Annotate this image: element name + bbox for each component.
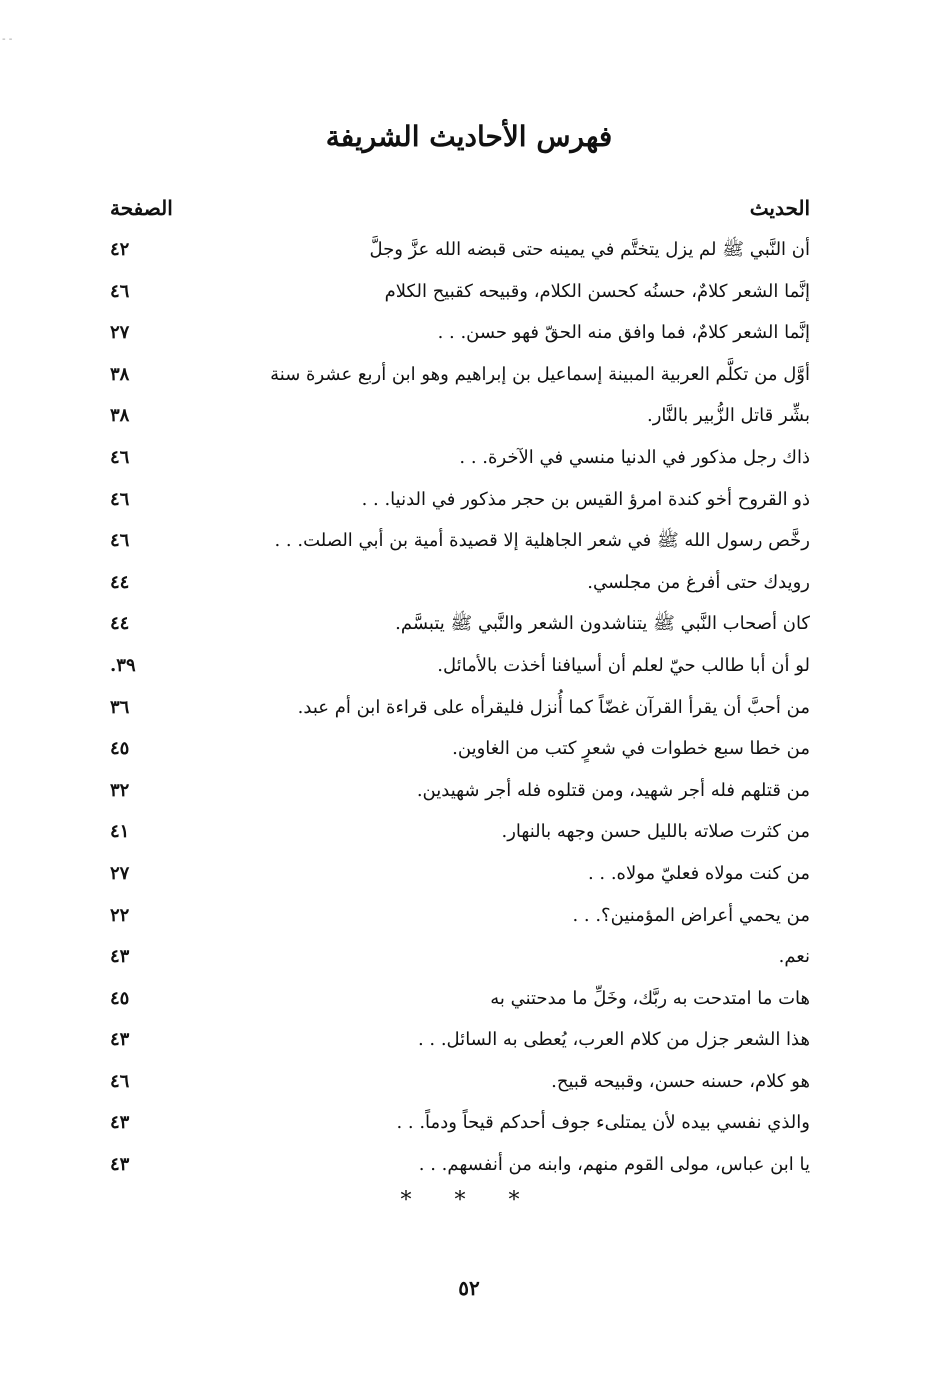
index-row bbox=[110, 690, 810, 732]
page-reference: ٣٨ bbox=[110, 405, 130, 427]
column-header-page: الصفحة bbox=[110, 196, 173, 220]
page-reference: ٤٦ bbox=[110, 280, 130, 302]
page-title: فهرس الأحاديث الشريفة bbox=[325, 120, 613, 153]
index-row bbox=[110, 232, 810, 274]
page-reference: ٤٤ bbox=[110, 613, 130, 635]
hadith-text: ذاك رجل مذكور في الدنيا منسي في الآخرة. . . bbox=[459, 446, 810, 468]
hadith-text: من قتلهم فله أجر شهيد، ومن قتلوه فله أجر شهيدين. bbox=[416, 779, 810, 801]
index-row bbox=[110, 357, 810, 399]
page-reference: ٤٤ bbox=[110, 571, 130, 593]
hadith-text: لو أن أبا طالب حيّ لعلم أن أسيافنا أخذت بالأمائل. bbox=[437, 654, 810, 676]
scan-artifact: - - bbox=[2, 34, 13, 45]
hadith-text: من كثرت صلاته بالليل حسن وجهه بالنهار. bbox=[501, 821, 810, 843]
hadith-text: بشِّر قاتل الزُّبير بالنَّار. bbox=[647, 405, 810, 427]
index-row bbox=[110, 1147, 810, 1189]
index-row bbox=[110, 856, 810, 898]
hadith-text: من خطا سبع خطوات في شعرٍ كتب من الغاوين. bbox=[452, 738, 810, 760]
page-reference: ٢٢ bbox=[110, 904, 130, 926]
page-reference: ٢٧ bbox=[110, 862, 130, 884]
index-row bbox=[110, 482, 810, 524]
hadith-index-list bbox=[110, 232, 810, 1189]
page-reference: ٤٥ bbox=[110, 738, 130, 760]
page-reference: ٤٦ bbox=[110, 446, 130, 468]
index-row bbox=[110, 898, 810, 940]
index-row bbox=[110, 981, 810, 1023]
index-row bbox=[110, 1064, 810, 1106]
index-row bbox=[110, 814, 810, 856]
page-reference: ٣٢ bbox=[110, 779, 130, 801]
hadith-text: كان أصحاب النَّبي ﷺ يتناشدون الشعر والنَّبي ﷺ يتبسَّم. bbox=[395, 613, 810, 635]
hadith-text: يا ابن عباس، مولى القوم منهم، وابنه من أنفسهم. . . bbox=[418, 1154, 810, 1176]
page-reference: ٤٢ bbox=[110, 239, 130, 260]
hadith-text: إنَّما الشعر كلامٌ، حسنُه كحسن الكلام، وقبيحه كقبيح الكلام bbox=[384, 280, 810, 302]
page-reference: ٤٥ bbox=[110, 987, 130, 1009]
hadith-text: ذو القروح أخو كندة امرؤ القيس بن حجر مذكور في الدنيا. . . bbox=[361, 488, 810, 510]
hadith-text: هذا الشعر جزل من كلام العرب، يُعطى به السائل. . . bbox=[417, 1029, 810, 1051]
hadith-text: من كنت مولاه فعليّ مولاه. . . bbox=[587, 862, 810, 884]
hadith-text: هو كلام، حسنه حسن، وقبيحه قبيح. bbox=[551, 1070, 810, 1092]
page-reference: ٤٦ bbox=[110, 488, 130, 510]
page-reference: ٣٩. bbox=[110, 654, 136, 676]
end-of-list-mark: * * * bbox=[400, 1188, 538, 1213]
page-reference: ٤٦ bbox=[110, 530, 130, 552]
index-row bbox=[110, 523, 810, 565]
column-header-row bbox=[110, 196, 810, 226]
hadith-text: رخَّص رسول الله ﷺ في شعر الجاهلية إلا قصيدة أمية بن أبي الصلت. . . bbox=[274, 530, 810, 552]
index-row bbox=[110, 565, 810, 607]
index-row bbox=[110, 773, 810, 815]
hadith-text: من أحبَّ أن يقرأ القرآن غضّاً كما أُنزل فليقرأه على قراءة ابن أم عبد. bbox=[297, 696, 810, 718]
index-row bbox=[110, 731, 810, 773]
index-row bbox=[110, 648, 810, 690]
index-row bbox=[110, 440, 810, 482]
hadith-text: والذي نفسي بيده لأن يمتلىء جوف أحدكم قيحاً ودماً. . . bbox=[396, 1112, 810, 1134]
page-reference: ٤٦ bbox=[110, 1070, 130, 1092]
index-row bbox=[110, 315, 810, 357]
column-header-hadith: الحديث bbox=[749, 196, 810, 220]
index-row bbox=[110, 1022, 810, 1064]
index-row bbox=[110, 1105, 810, 1147]
index-row bbox=[110, 606, 810, 648]
hadith-text: أوَّل من تكلَّم العربية المبينة إسماعيل بن إبراهيم وهو ابن أربع عشرة سنة bbox=[270, 363, 810, 385]
page-reference: ٤١ bbox=[110, 821, 130, 843]
page-reference: ٣٨ bbox=[110, 363, 130, 385]
page-reference: ٢٧ bbox=[110, 322, 130, 344]
hadith-text: رويدك حتى أفرغ من مجلسي. bbox=[587, 571, 810, 593]
page-reference: ٤٣ bbox=[110, 1112, 130, 1134]
hadith-text: إنَّما الشعر كلامٌ، فما وافق منه الحقّ فهو حسن. . . bbox=[437, 322, 810, 344]
page-reference: ٤٣ bbox=[110, 1154, 130, 1176]
hadith-text: هات ما امتدحت به ربَّك، وخَلِّ ما مدحتني به bbox=[490, 987, 810, 1009]
hadith-text: من يحمي أعراض المؤمنين؟. . . bbox=[572, 904, 810, 926]
page-reference: ٣٦ bbox=[110, 696, 130, 718]
page-reference: ٤٣ bbox=[110, 1029, 130, 1051]
hadith-text: أن النَّبي ﷺ لم يزل يتختَّم في يمينه حتى قبضه الله عزَّ وجلَّ bbox=[369, 239, 810, 260]
page-reference: ٤٣ bbox=[110, 946, 130, 968]
page-number: ٥٢ bbox=[458, 1276, 480, 1300]
index-row bbox=[110, 939, 810, 981]
hadith-text: نعم. bbox=[778, 946, 810, 968]
index-row bbox=[110, 274, 810, 316]
index-row bbox=[110, 398, 810, 440]
